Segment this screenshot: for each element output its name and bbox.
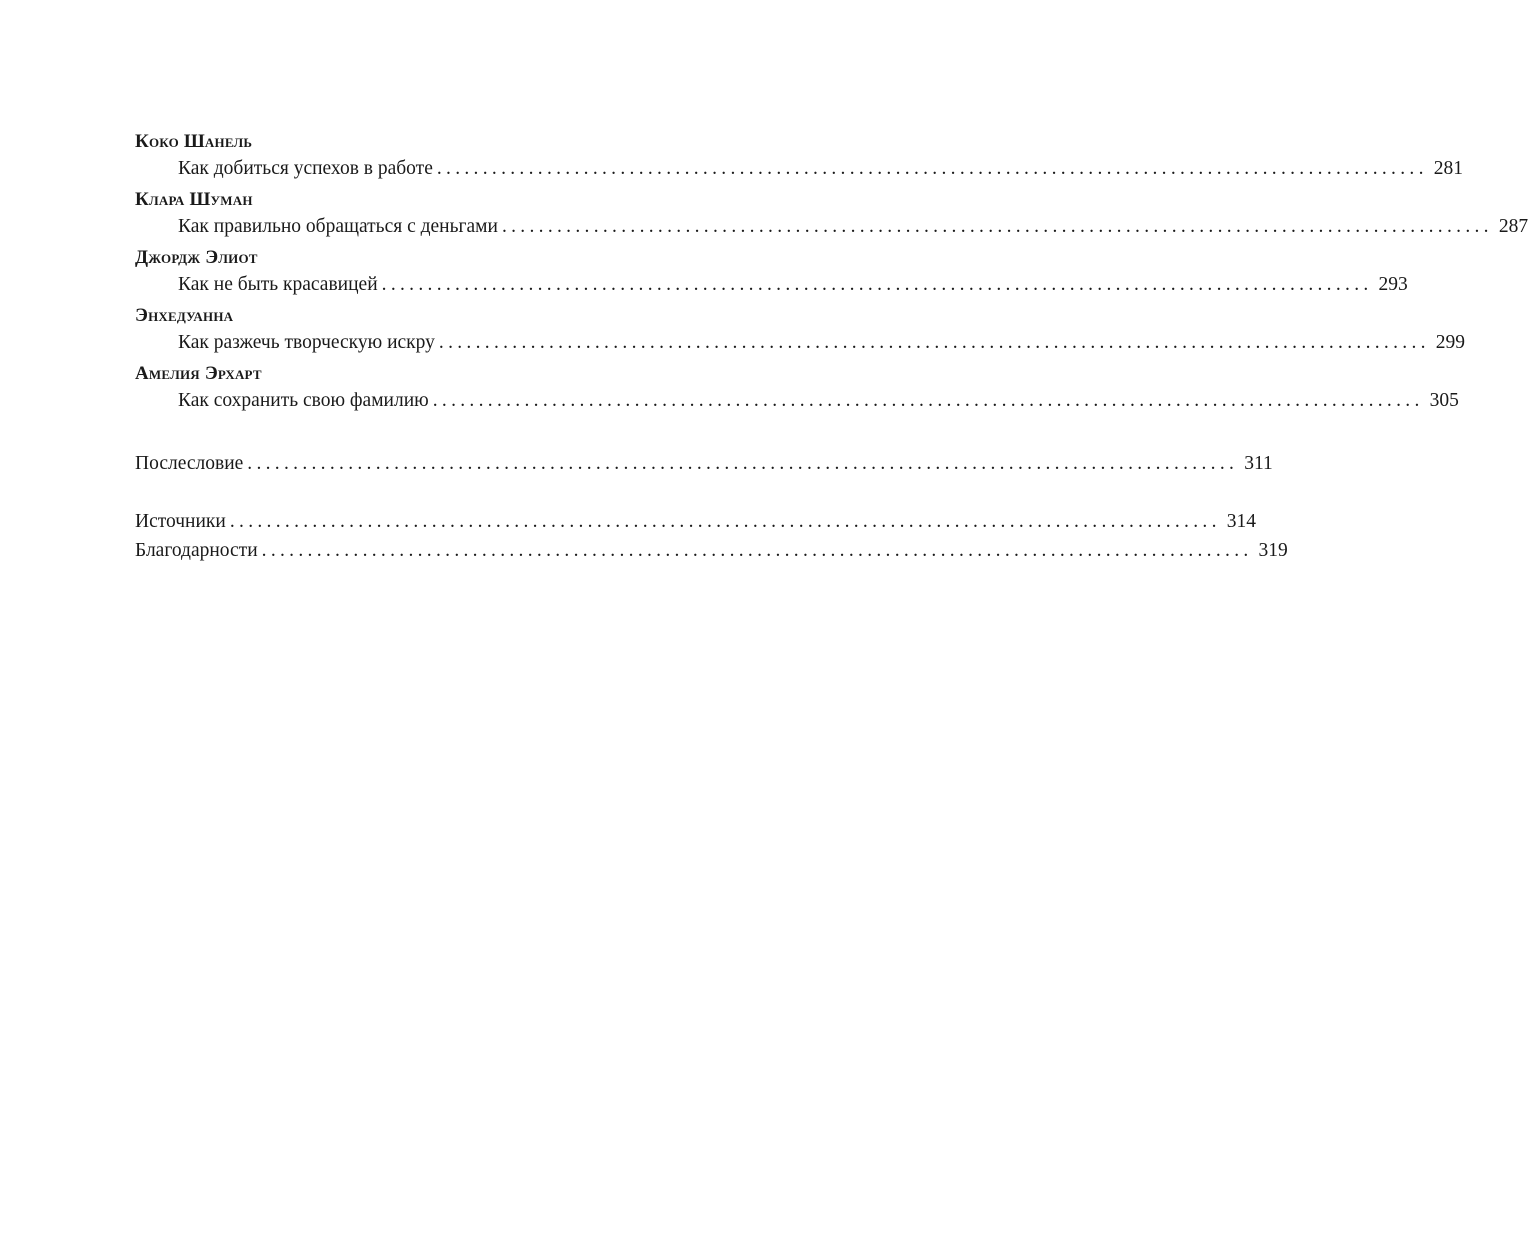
page-number: 319 xyxy=(1258,540,1288,561)
toc-line[interactable] xyxy=(135,270,1408,299)
toc-line[interactable] xyxy=(135,386,1459,415)
page-number: 305 xyxy=(1429,390,1459,411)
section-title: Источники xyxy=(135,511,226,532)
toc-entry-schumann xyxy=(135,188,1528,241)
chapter-title: Как добиться успехов в работе xyxy=(178,158,433,179)
chapter-author: Амелия Эрхарт xyxy=(135,363,262,384)
dot-leader: ............................................................................................................ xyxy=(501,216,1493,237)
chapter-title: Как правильно обращаться с деньгами xyxy=(178,216,498,237)
section-spacer xyxy=(135,478,738,507)
dot-leader: ............................................................................................................ xyxy=(229,511,1221,532)
dot-leader: ............................................................................................................ xyxy=(261,540,1253,561)
section-title: Благодарности xyxy=(135,540,258,561)
toc-line-acknowledgements[interactable] xyxy=(135,536,1288,565)
toc-line-sources[interactable] xyxy=(135,507,1256,536)
chapter-author: Джордж Элиот xyxy=(135,247,258,268)
chapter-author: Коко Шанель xyxy=(135,131,253,152)
toc-line[interactable] xyxy=(135,154,1464,183)
dot-leader: ............................................................................................................ xyxy=(432,390,1424,411)
page-number: 314 xyxy=(1226,511,1256,532)
toc-line-afterword[interactable] xyxy=(135,449,1273,478)
toc-entry-enheduanna xyxy=(135,304,1466,357)
chapter-title: Как не быть красавицей xyxy=(178,274,378,295)
dot-leader: ............................................................................................................ xyxy=(381,274,1373,295)
page-number: 299 xyxy=(1435,332,1466,353)
chapter-title: Как разжечь творческую искру xyxy=(178,332,435,353)
toc-entry-eliot xyxy=(135,246,1408,299)
toc-entry-chanel xyxy=(135,130,1464,183)
section-spacer xyxy=(135,420,738,449)
table-of-contents xyxy=(135,130,1528,565)
page-number: 293 xyxy=(1378,274,1408,295)
toc-entry-earhart xyxy=(135,362,1459,415)
section-title: Послесловие xyxy=(135,453,244,474)
dot-leader: ............................................................................................................ xyxy=(438,332,1430,353)
toc-line[interactable] xyxy=(135,212,1528,241)
toc-line[interactable] xyxy=(135,328,1466,357)
dot-leader: ............................................................................................................ xyxy=(436,158,1428,179)
chapter-title: Как сохранить свою фамилию xyxy=(178,390,429,411)
page-number: 281 xyxy=(1433,158,1464,179)
page-number: 287 xyxy=(1498,216,1528,237)
chapter-author: Энхедуанна xyxy=(135,305,234,326)
page-number: 311 xyxy=(1244,453,1273,474)
chapter-author: Клара Шуман xyxy=(135,189,253,210)
dot-leader: ............................................................................................................ xyxy=(247,453,1239,474)
